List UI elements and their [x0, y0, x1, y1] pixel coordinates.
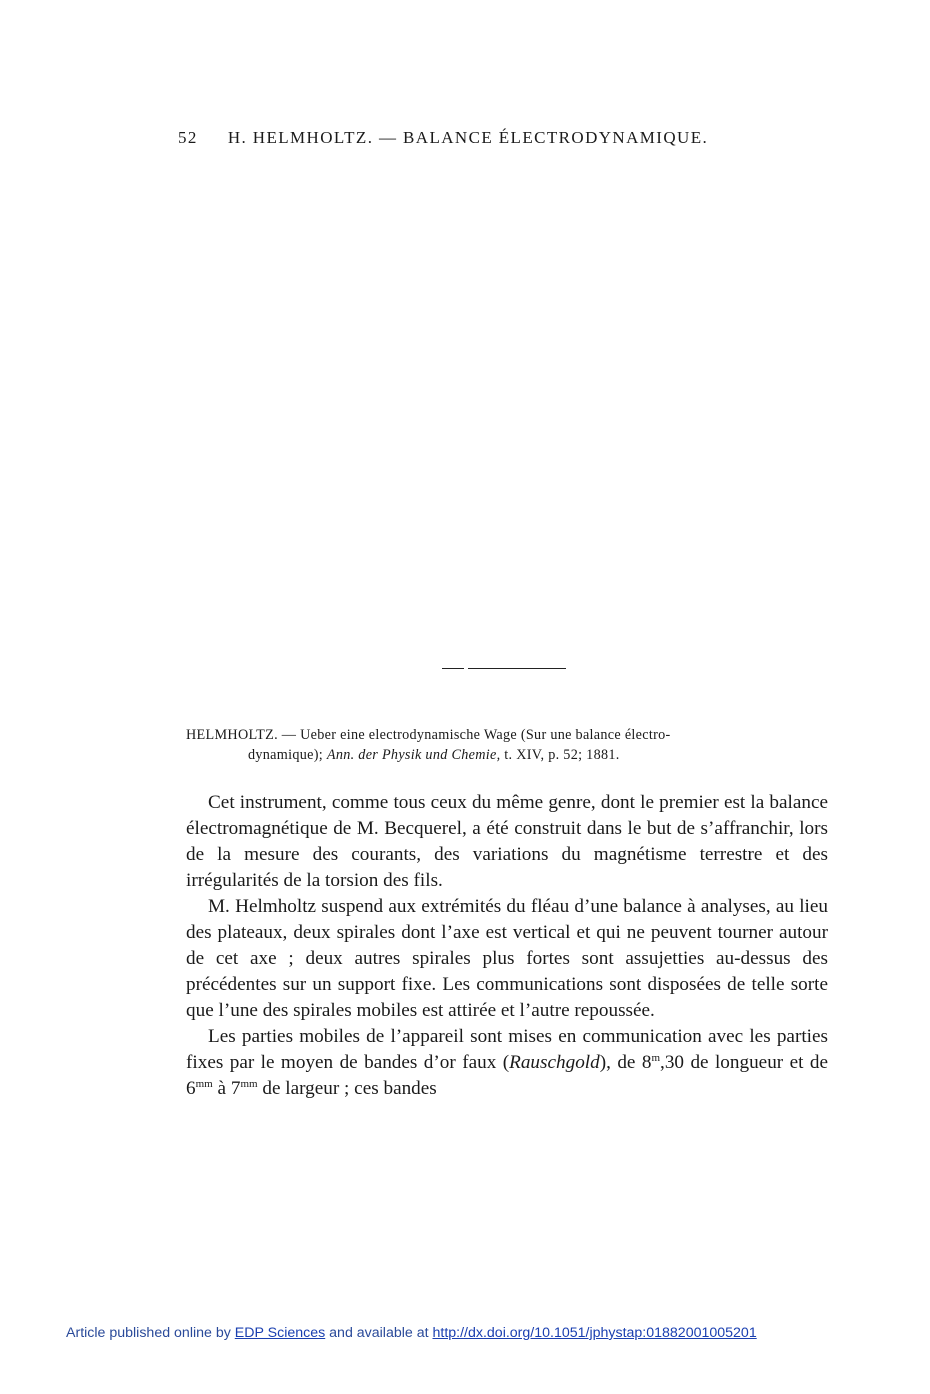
p3-sup-meter: m: [651, 1052, 661, 1064]
reference-author: HELMHOLTZ.: [186, 727, 278, 743]
paragraph-1: Cet instrument, comme tous ceux du même genre, dont le premier est la balance électromagnétique de M. Becquerel, a été construit dans le but de s’affranchir, lors de la mesure des courants, des variations du magnétisme terrestre et des irrégularités de la torsion des fils.: [186, 792, 828, 891]
rule-dash: [442, 668, 468, 669]
bibliographic-reference: [186, 725, 828, 765]
reference-title-line2: dynamique);: [248, 747, 327, 763]
running-title: H. HELMHOLTZ. — BALANCE ÉLECTRODYNAMIQUE.: [227, 128, 709, 147]
footer-prefix: Article published online by: [66, 1325, 235, 1341]
reference-title-line1: Ueber eine electrodynamische Wage (Sur une balance électro-: [300, 727, 671, 743]
p3-part-b: ), de 8: [599, 1052, 652, 1073]
page-number: 52: [178, 128, 198, 147]
article-body: [186, 790, 828, 1102]
footer-middle: and available at: [325, 1325, 433, 1341]
reference-details: t. XIV, p. 52; 1881.: [500, 747, 620, 763]
publication-footer: [66, 1325, 916, 1341]
p3-sup-mm-2: mm: [240, 1078, 258, 1090]
reference-journal: Ann. der Physik und Chemie,: [326, 747, 501, 763]
doi-link[interactable]: http://dx.doi.org/10.1051/jphystap:01882001005201: [432, 1325, 757, 1341]
p3-part-c: ,30 de longueur et de 6: [186, 1052, 828, 1099]
reference-continuation: [186, 745, 828, 765]
publisher-link[interactable]: EDP Sciences: [234, 1325, 326, 1341]
reference-dash: —: [277, 727, 301, 743]
paragraph-3: [186, 1024, 828, 1102]
running-head: [178, 128, 778, 148]
p3-part-a: Les parties mobiles de l’appareil sont mises en communication avec les parties fixes par le moyen de bandes d’or faux (: [186, 1026, 828, 1073]
p3-italic-term: Rauschgold: [509, 1052, 600, 1073]
paragraph-2: M. Helmholtz suspend aux extrémités du fléau d’une balance à analyses, au lieu des plateaux, deux spirales dont l’axe est vertical et qui ne peuvent tourner autour de cet axe ; deux autres spirales plus fortes sont assujetties au-dessus des précédentes sur un support fixe. Les communications sont disposées de telle sorte que l’une des spirales mobiles est attirée et l’autre repoussée.: [186, 896, 828, 1021]
p3-part-d: à 7: [212, 1078, 241, 1099]
p3-sup-mm-1: mm: [195, 1078, 213, 1090]
p3-part-e: de largeur ; ces bandes: [257, 1078, 437, 1099]
section-rule: [442, 668, 566, 669]
